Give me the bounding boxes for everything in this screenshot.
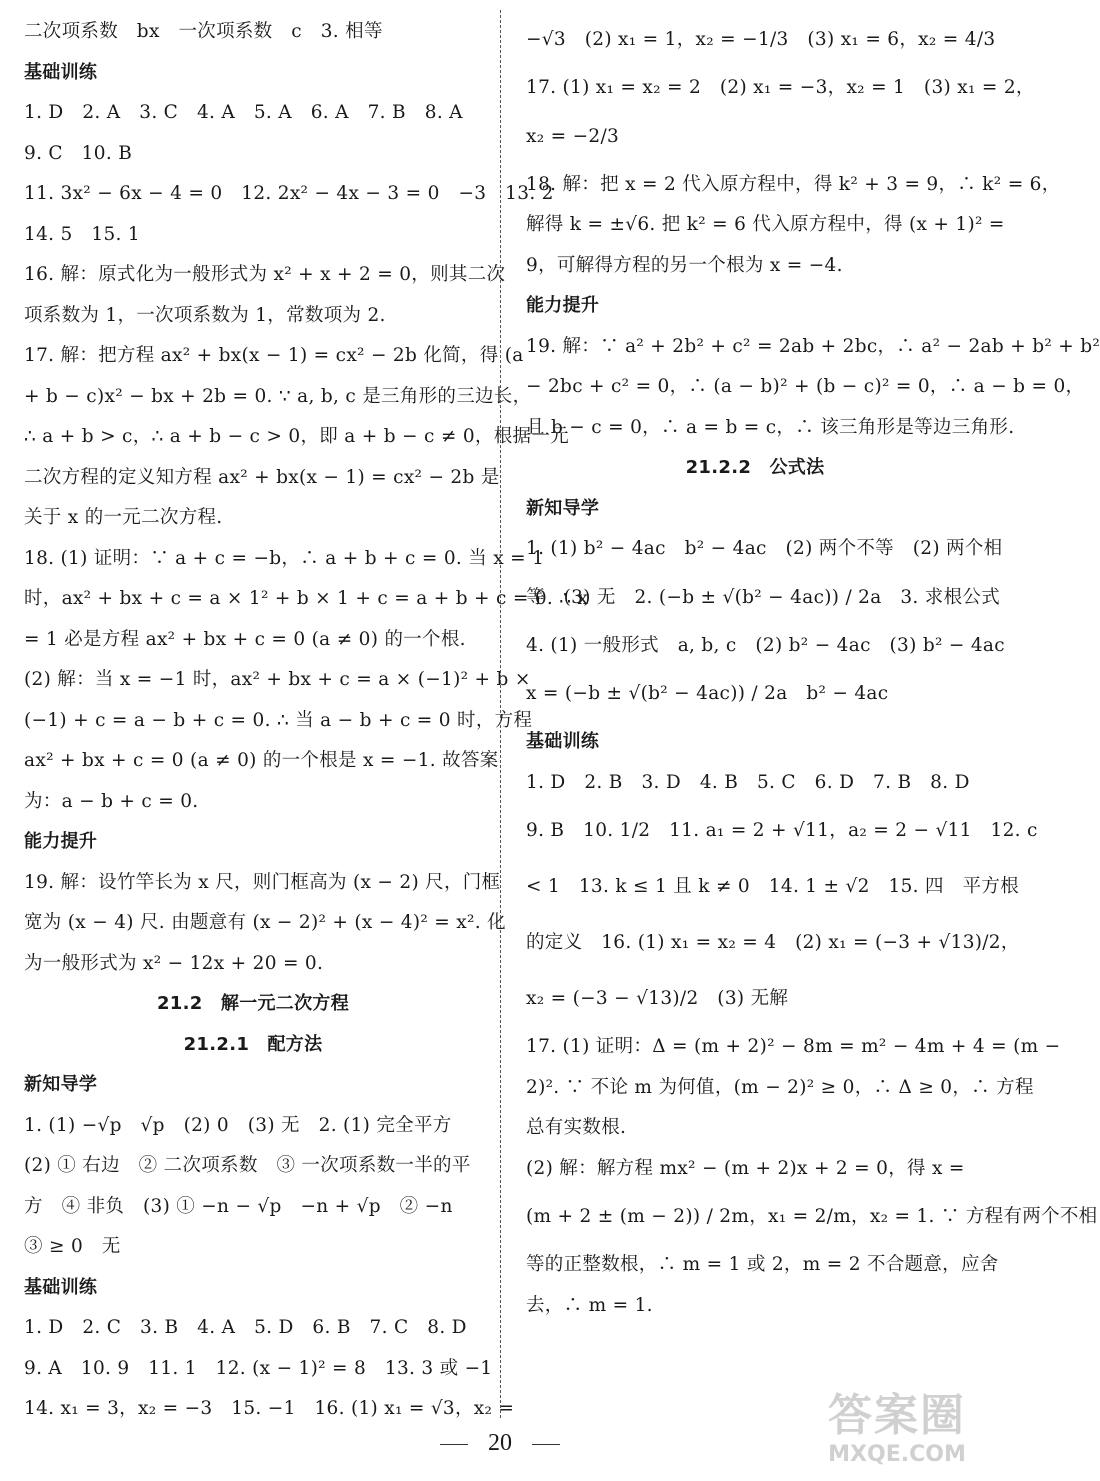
answer-line: 17. 解：把方程 ax² + bx(x − 1) = cx² − 2b 化简，得 (a — [24, 345, 524, 366]
answer-line: (2) ① 右边 ② 二次项系数 ③ 一次项系数一半的平 — [24, 1155, 471, 1176]
answer-line: x₂ = (−3 − √13)/2 (3) 无解 — [526, 988, 789, 1009]
answer-line: 11. 3x² − 6x − 4 = 0 12. 2x² − 4x − 3 = 0 −3 13. 2 — [24, 183, 554, 204]
answer-line: 1. D 2. B 3. D 4. B 5. C 6. D 7. B 8. D — [526, 771, 970, 793]
answer-line: 1. D 2. A 3. C 4. A 5. A 6. A 7. B 8. A — [24, 102, 463, 123]
right-column — [526, 12, 1100, 1326]
answer-line: 二次方程的定义知方程 ax² + bx(x − 1) = cx² − 2b 是 — [24, 466, 500, 488]
footer-dash-left — [440, 1444, 468, 1445]
answer-line: 且 b − c = 0，∴ a = b = c，∴ 该三角形是等边三角形. — [526, 416, 1015, 438]
answer-line: 为：a − b + c = 0. — [24, 790, 199, 812]
answer-line: 17. (1) x₁ = x₂ = 2 (2) x₁ = −3，x₂ = 1 (3) x₁ = 2， — [526, 77, 1035, 98]
answer-line: −√3 (2) x₁ = 1，x₂ = −1/3 (3) x₁ = 6，x₂ = 4/3 — [526, 29, 996, 50]
answer-line: ax² + bx + c = 0 (a ≠ 0) 的一个根是 x = −1. 故答案 — [24, 750, 499, 771]
watermark-url: MXQE.COM — [828, 1442, 966, 1467]
answer-line: 等的正整数根，∴ m = 1 或 2，m = 2 不合题意，应舍 — [526, 1254, 999, 1275]
answer-line: 9. C 10. B — [24, 142, 133, 164]
answer-line: 9. B 10. 1/2 11. a₁ = 2 + √11，a₂ = 2 − √11 12. c — [526, 820, 1038, 841]
page-number: 20 — [488, 1430, 512, 1456]
answer-line: 宽为 (x − 4) 尺. 由题意有 (x − 2)² + (x − 4)² = x². 化 — [24, 912, 506, 933]
answer-line: 二次项系数 bx 一次项系数 c 3. 相等 — [24, 21, 383, 42]
answer-line: (2) 解：解方程 mx² − (m + 2)x + 2 = 0，得 x = — [526, 1157, 965, 1179]
answer-line: 的定义 16. (1) x₁ = x₂ = 4 (2) x₁ = (−3 + √13)/2， — [526, 932, 1020, 953]
answer-line: 19. 解：∵ a² + 2b² + c² = 2ab + 2bc，∴ a² − 2ab + b² + b² — [526, 335, 1100, 357]
answer-line: 14. 5 15. 1 — [24, 223, 140, 245]
answer-line: 1. (1) −√p √p (2) 0 (3) 无 2. (1) 完全平方 — [24, 1114, 452, 1136]
answer-line: 18. 解：把 x = 2 代入原方程中，得 k² + 3 = 9，∴ k² = 6， — [526, 173, 1061, 195]
answer-line: (m + 2 ± (m − 2)) / 2m，x₁ = 2/m，x₂ = 1. ∵ 方程有两个不相 — [526, 1206, 1098, 1227]
section-heading: 能力提升 — [24, 831, 98, 852]
section-heading: 21.2 解一元二次方程 — [156, 993, 349, 1014]
answer-line: 17. (1) 证明：Δ = (m + 2)² − 8m = m² − 4m + 4 = (m − — [526, 1036, 1061, 1057]
answer-line: 等 (3) 无 2. (−b ± √(b² − 4ac)) / 2a 3. 求根公式 — [526, 586, 1000, 608]
answer-line: 9，可解得方程的另一个根为 x = −4. — [526, 254, 843, 276]
answer-line: ∴ a + b > c，∴ a + b − c > 0，即 a + b − c ≠ 0，根据一元 — [24, 426, 569, 447]
answer-line: 项系数为 1，一次项系数为 1，常数项为 2. — [24, 304, 386, 326]
answer-line: 1. (1) b² − 4ac b² − 4ac (2) 两个不等 (2) 两个相 — [526, 538, 1003, 559]
section-heading: 新知导学 — [24, 1074, 98, 1095]
watermark-logo — [802, 1391, 992, 1475]
answer-line: + b − c)x² − bx + 2b = 0. ∵ a, b, c 是三角形的三边长， — [24, 385, 532, 407]
section-heading: 21.2.1 配方法 — [183, 1033, 323, 1055]
answer-line: − 2bc + c² = 0，∴ (a − b)² + (b − c)² = 0，∴ a − b = 0， — [526, 376, 1085, 397]
column-divider — [500, 10, 501, 1418]
answer-line: (2) 解：当 x = −1 时，ax² + bx + c = a × (−1)² + b × — [24, 669, 531, 690]
watermark-seal: 答案圈 — [828, 1390, 966, 1441]
answer-line: 解得 k = ±√6. 把 k² = 6 代入原方程中，得 (x + 1)² = — [526, 214, 1005, 235]
section-heading: 基础训练 — [24, 61, 98, 83]
answer-line: x₂ = −2/3 — [526, 125, 620, 147]
footer-dash-right — [532, 1444, 560, 1445]
answer-line: 9. A 10. 9 11. 1 12. (x − 1)² = 8 13. 3 或 −1 — [24, 1357, 493, 1379]
answer-line: = 1 必是方程 ax² + bx + c = 0 (a ≠ 0) 的一个根. — [24, 628, 466, 650]
answer-line: x = (−b ± √(b² − 4ac)) / 2a b² − 4ac — [526, 683, 889, 704]
answer-line: 16. 解：原式化为一般形式为 x² + x + 2 = 0，则其二次 — [24, 264, 506, 285]
section-heading: 21.2.2 公式法 — [685, 457, 825, 478]
answer-line: 4. (1) 一般形式 a, b, c (2) b² − 4ac (3) b² − 4ac — [526, 634, 1005, 656]
answer-line: 19. 解：设竹竿长为 x 尺，则门框高为 (x − 2) 尺，门框 — [24, 871, 501, 893]
section-heading: 新知导学 — [526, 497, 600, 519]
answer-line: 时，ax² + bx + c = a × 1² + b × 1 + c = a + b + c = 0. ∴ x — [24, 588, 589, 609]
answer-line: 1. D 2. C 3. B 4. A 5. D 6. B 7. C 8. D — [24, 1317, 467, 1338]
section-heading: 能力提升 — [526, 295, 600, 316]
answer-line: 总有实数根. — [526, 1117, 627, 1138]
answer-line: 去，∴ m = 1. — [526, 1294, 653, 1316]
answer-line: 方 ④ 非负 (3) ① −n − √p −n + √p ② −n — [24, 1195, 453, 1217]
answer-line: 为一般形式为 x² − 12x + 20 = 0. — [24, 952, 324, 974]
section-heading: 基础训练 — [24, 1276, 98, 1298]
answer-line: ③ ≥ 0 无 — [24, 1236, 121, 1257]
answer-line: 14. x₁ = 3，x₂ = −3 15. −1 16. (1) x₁ = √3，x₂ = — [24, 1398, 515, 1419]
answer-line: 18. (1) 证明：∵ a + c = −b，∴ a + b + c = 0. 当 x = 1 — [24, 547, 545, 569]
answer-line: < 1 13. k ≤ 1 且 k ≠ 0 14. 1 ± √2 15. 四 平方根 — [526, 876, 1019, 897]
answer-line: 关于 x 的一元二次方程. — [24, 507, 223, 528]
section-heading: 基础训练 — [526, 731, 600, 752]
answer-line: (−1) + c = a − b + c = 0. ∴ 当 a − b + c = 0 时，方程 — [24, 709, 533, 731]
answer-line: 2)². ∵ 不论 m 为何值，(m − 2)² ≥ 0，∴ Δ ≥ 0，∴ 方程 — [526, 1076, 1034, 1098]
